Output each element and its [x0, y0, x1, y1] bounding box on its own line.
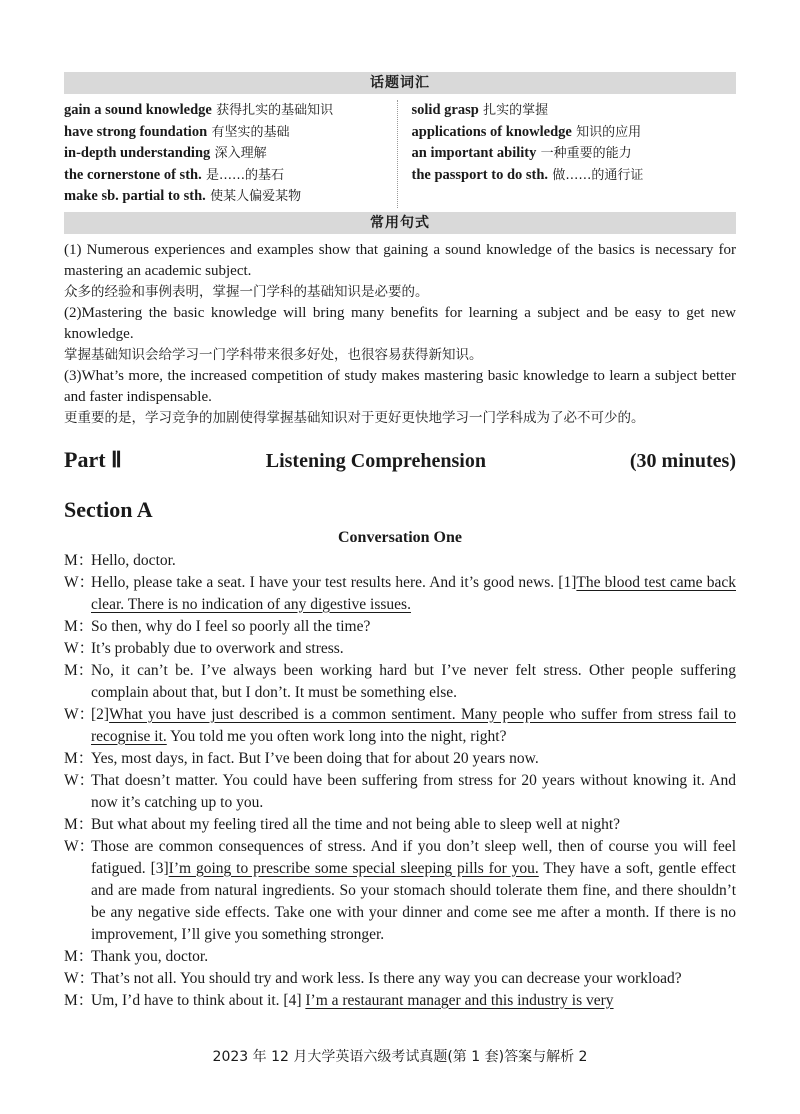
vocab-meaning: 是……的基石	[206, 167, 285, 183]
utterance-text: Those are common consequences of stress. And if you don’t sleep well, then of course you will feel fatigued. [3]	[91, 837, 736, 877]
vocab-table	[64, 94, 736, 212]
part-label: Part Ⅱ	[64, 446, 122, 472]
utterance	[91, 836, 736, 946]
utterance-text: You told me you often work long into the night, right?	[166, 727, 507, 745]
vocab-term: the cornerstone of sth.	[64, 166, 202, 183]
vocab-item	[412, 143, 737, 165]
utterance-text: So then, why do I feel so poorly all the time?	[91, 617, 371, 635]
vocab-term: an important ability	[411, 145, 537, 161]
utterance-text: It’s probably due to overwork and stress.	[91, 639, 344, 657]
utterance-text: Yes, most days, in fact. But I’ve been doing that for about 20 years now.	[91, 749, 539, 767]
vocab-meaning: 有坚实的基础	[211, 124, 290, 140]
utterance	[91, 616, 736, 638]
utterance-text: No, it can’t be. I’ve always been working hard but I’ve never felt stress. Other people suffering complain about that, but I don’t. It must be something else.	[91, 661, 736, 701]
utterance	[91, 572, 736, 616]
utterance-text: Thank you, doctor.	[91, 947, 209, 965]
section-heading: Section A	[64, 496, 153, 522]
speaker-label: W：	[64, 771, 95, 789]
dialogue-line	[64, 836, 736, 946]
speaker-label: W：	[64, 969, 95, 987]
vocab-term: have strong foundation	[64, 123, 208, 140]
sentence-english: (3)What’s more, the increased competition of study makes mastering basic knowledge to learn a subject better and faster indispensable.	[64, 367, 736, 405]
dialogue-line	[64, 550, 736, 572]
dialogue-line	[64, 990, 736, 1012]
utterance	[91, 968, 736, 990]
speaker-label: W：	[64, 639, 95, 657]
speaker-label: M：	[64, 661, 94, 679]
dialogue-line	[64, 704, 736, 748]
vocab-meaning: 知识的应用	[576, 124, 642, 140]
vocab-term: make sb. partial to sth.	[64, 188, 206, 204]
utterance	[91, 814, 736, 836]
answer-underline: I’m a restaurant manager and this industry is very	[305, 991, 614, 1009]
vocab-term: gain a sound knowledge	[64, 102, 212, 118]
vocab-column-right	[398, 100, 737, 208]
vocab-meaning: 使某人偏爱某物	[210, 189, 302, 204]
utterance-text: But what about my feeling tired all the time and not being able to sleep well at night?	[91, 815, 621, 833]
vocab-header: 话题词汇	[64, 72, 736, 94]
speaker-label: M：	[64, 617, 94, 635]
sentences-header: 常用句式	[64, 212, 736, 234]
page-content	[64, 72, 736, 1012]
utterance	[91, 660, 736, 704]
part-heading	[64, 447, 736, 481]
dialogue-line	[64, 638, 736, 660]
dialogue-line	[64, 660, 736, 704]
vocab-term: in-depth understanding	[64, 145, 211, 161]
speaker-label: W：	[64, 705, 95, 723]
vocab-item	[64, 186, 389, 208]
part-title: Listening Comprehension	[265, 449, 486, 472]
vocab-meaning: 获得扎实的基础知识	[216, 103, 334, 118]
sentence-list	[64, 240, 736, 429]
speaker-label: M：	[64, 815, 94, 833]
utterance	[91, 550, 736, 572]
vocab-term: the passport to do sth.	[411, 166, 549, 183]
part-time: (30 minutes)	[629, 449, 736, 472]
vocab-item	[412, 100, 737, 122]
dialogue-line	[64, 814, 736, 836]
vocab-item	[64, 143, 389, 165]
vocab-item	[412, 122, 737, 144]
utterance	[91, 748, 736, 770]
utterance-text: That doesn’t matter. You could have been suffering from stress for 20 years without knowing it. And now it’s catching up to you.	[91, 771, 736, 811]
dialogue-line	[64, 770, 736, 814]
utterance-text: That’s not all. You should try and work less. Is there any way you can decrease your workload?	[91, 969, 682, 987]
vocab-meaning: 深入理解	[214, 146, 267, 161]
sentence-chinese: 掌握基础知识会给学习一门学科带来很多好处，也很容易获得新知识。	[64, 346, 483, 363]
dialogue-line	[64, 968, 736, 990]
sentence-chinese: 更重要的是，学习竞争的加剧使得掌握基础知识对于更好更快地学习一门学科成为了必不可少的。	[64, 409, 645, 426]
speaker-label: M：	[64, 991, 94, 1009]
speaker-label: M：	[64, 947, 94, 965]
utterance-text: [2]	[91, 705, 110, 723]
answer-underline: The blood test came back clear. There is no indication of any digestive issues.	[91, 573, 736, 613]
utterance	[91, 704, 736, 748]
vocab-item	[64, 100, 389, 122]
speaker-label: W：	[64, 573, 95, 591]
answer-underline: I’m going to prescribe some special sleeping pills for you.	[168, 859, 539, 877]
speaker-label: M：	[64, 749, 94, 767]
dialogue-line	[64, 946, 736, 968]
sentence-chinese: 众多的经验和事例表明，掌握一门学科的基础知识是必要的。	[64, 283, 429, 300]
conversation-title: Conversation One	[338, 528, 462, 546]
vocab-meaning: 做……的通行证	[552, 167, 644, 183]
vocab-term: applications of knowledge	[411, 123, 572, 140]
vocab-meaning: 扎实的掌握	[483, 103, 549, 118]
utterance	[91, 638, 736, 660]
dialogue-line	[64, 748, 736, 770]
dialogue	[64, 550, 736, 1012]
utterance	[91, 946, 736, 968]
vocab-term: solid grasp	[411, 102, 479, 118]
dialogue-line	[64, 616, 736, 638]
utterance-text: Hello, doctor.	[91, 551, 176, 569]
vocab-item	[412, 165, 737, 187]
vocab-item	[64, 122, 389, 144]
dialogue-line	[64, 572, 736, 616]
speaker-label: W：	[64, 837, 95, 855]
utterance	[91, 990, 736, 1012]
answer-underline: What you have just described is a common sentiment. Many people who suffer from stress fail to recognise it.	[91, 705, 736, 745]
vocab-item	[64, 165, 389, 187]
utterance-text: Um, I’d have to think about it. [4]	[91, 991, 306, 1009]
speaker-label: M：	[64, 551, 94, 569]
sentence-english: (2)Mastering the basic knowledge will bring many benefits for learning a subject and be easy to get new knowledge.	[64, 304, 736, 342]
utterance-text: Hello, please take a seat. I have your test results here. And it’s good news. [1]	[91, 573, 577, 591]
page-footer: 2023 年 12 月大学英语六级考试真题(第 1 套)答案与解析 2	[212, 1049, 588, 1065]
sentence-english: (1) Numerous experiences and examples show that gaining a sound knowledge of the basics is necessary for mastering an academic subject.	[64, 241, 736, 279]
vocab-column-left	[64, 100, 398, 208]
vocab-meaning: 一种重要的能力	[540, 146, 632, 161]
utterance-text: They have a soft, gentle effect and are made from natural ingredients. So your stomach should tolerate them fine, and there shouldn’t be any negative side effects. Take one with your dinner and come see me after a month. If there is no improvement, I’ll give you something stronger.	[91, 859, 736, 943]
utterance	[91, 770, 736, 814]
